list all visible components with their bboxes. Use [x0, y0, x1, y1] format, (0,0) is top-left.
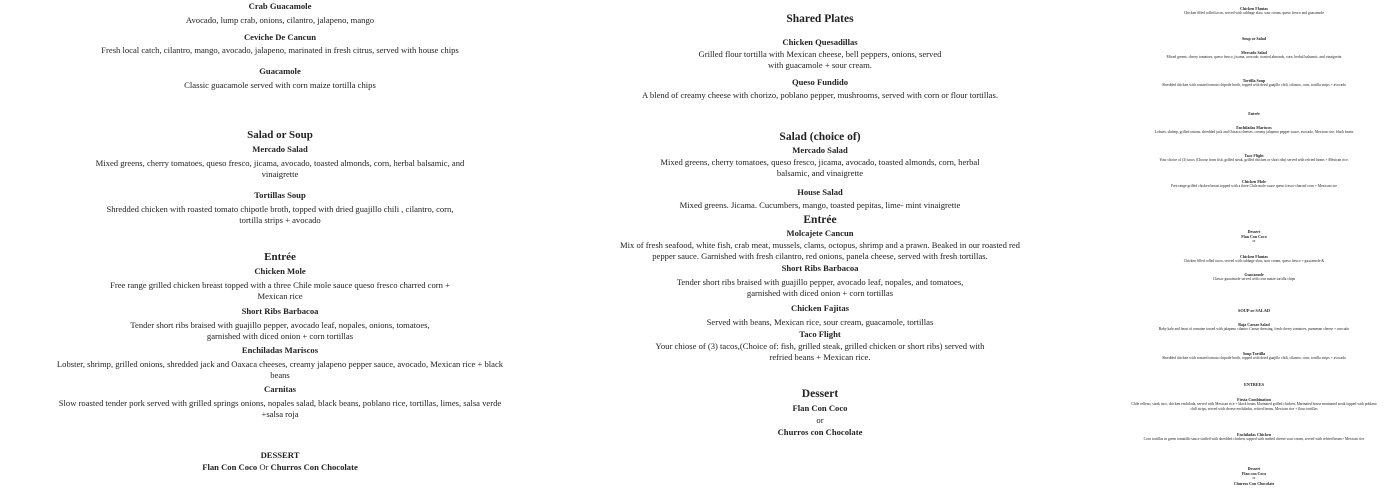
- item-name: Chicken Fajitas: [790, 303, 849, 313]
- dessert-item: Churros Con Chocolate: [270, 462, 358, 472]
- item-name: Guacamole: [259, 66, 301, 76]
- item-description: Baby kale and heart of romaine tossed with jalapeno cilantro Caesar dressing, fresh cherry tomatoes, parmesan cheese + avocado: [1158, 327, 1350, 331]
- item-description: Shredded chicken with roasted tomato chipotle broth, topped with dried guajillo chili , cilantro, corn, tortilla strips + avocado: [106, 204, 454, 225]
- dessert-item: Flan Con Coco: [202, 462, 258, 472]
- menu-item: [1143, 78, 1365, 88]
- item-description: Free range grilled chicken breast topped with a three Chile mole sauce queso fresco charred corn + Mexican rice: [1170, 184, 1338, 188]
- menu-item: [1128, 179, 1380, 189]
- menu-item: [1128, 272, 1380, 282]
- dessert-section: [615, 388, 1025, 438]
- menu-item: [1128, 125, 1380, 135]
- menu-item: [655, 145, 985, 179]
- item-description: Classic guacamole served with corn maize tortilla chips: [1212, 277, 1296, 281]
- item-description: Mix of fresh seafood, white fish, crab meat, mussels, clams, octopus, shrimp and a prawn. Beaked in our roasted red pepper sauce. Garnished with fresh cilantro, red onions, panela cheese, served with fresh tortillas.: [620, 240, 1020, 261]
- item-description: Lobster, shrimp, grilled onions, shredded jack and Oaxaca cheeses, creamy jalapeno pepper sauce, avocado, Mexican rice + black beans: [56, 359, 504, 380]
- section-heading: Dessert: [1247, 466, 1261, 471]
- dessert-section: [1128, 466, 1380, 486]
- dessert-item: Flan Con Coco: [792, 403, 848, 413]
- section-heading: SOUP or SALAD: [1238, 308, 1270, 313]
- item-name: Chicken Flautas: [1240, 254, 1268, 259]
- item-name: Tortilla Soup: [1242, 78, 1266, 83]
- item-name: Chicken Flautas: [1240, 6, 1268, 11]
- item-description: A blend of creamy cheese with chorizo, poblano pepper, mushrooms, served with corn or flour tortillas.: [642, 90, 998, 100]
- item-name: Molcajete Cancun: [786, 228, 854, 238]
- item-name: Guacamole: [1244, 272, 1264, 277]
- item-name: Mercado Salad: [792, 145, 848, 155]
- menu-item: [105, 266, 455, 302]
- menu-item: [615, 303, 1025, 328]
- item-name: Chicken Quesadillas: [782, 37, 858, 47]
- item-name: Short Ribs Barbacoa: [241, 306, 319, 316]
- section-heading: Dessert: [801, 388, 839, 400]
- dessert-or: or: [816, 415, 824, 425]
- item-name: Chicken Mole: [1242, 179, 1266, 184]
- item-name: Mercado Salad: [252, 144, 308, 154]
- menu-item: [1128, 322, 1380, 332]
- item-description: Your chiose of (3) tacos,(Choice of: fish, grilled steak, grilled chicken or short ribs) served with refried beans + Mexican rice.: [655, 341, 985, 362]
- dessert-item: Flan con Coco: [1241, 471, 1267, 476]
- item-name: Soup Tortilla: [1242, 351, 1266, 356]
- dessert-section: [45, 450, 515, 473]
- dessert-item: Churros Con Chocolate: [1233, 480, 1275, 486]
- section-heading: ENTREES: [1243, 382, 1265, 387]
- item-description: Mixed greens, cherry tomatoes, queso fresco, jicama, avocado, toasted almonds, corn, herbal balsamic, and vinaigrette: [95, 158, 465, 179]
- item-name: Chicken Mole: [254, 266, 306, 276]
- menu-item: [1128, 397, 1380, 412]
- item-name: Crab Guacamole: [248, 1, 312, 11]
- item-description: Fresh local catch, cilantro, mango, avocado, jalapeno, marinated in fresh citrus, served with house chips: [101, 45, 459, 55]
- menu-item: [1138, 50, 1370, 60]
- item-name: Carnitas: [264, 384, 296, 394]
- item-name: Short Ribs Barbacoa: [781, 263, 859, 273]
- menu-item: [45, 32, 515, 56]
- menu-item: [615, 187, 1025, 211]
- item-description: Classic guacamole served with corn maize tortilla chips: [184, 80, 376, 90]
- section-heading: Dessert: [1247, 229, 1261, 234]
- menu-item: [660, 263, 980, 299]
- dessert-or: Or: [259, 462, 269, 472]
- menu-item: [45, 66, 515, 91]
- menu-item: [1128, 254, 1380, 264]
- item-name: Taco Flight: [1244, 153, 1264, 158]
- section-heading: Soup or Salad: [1242, 36, 1266, 41]
- item-name: Taco Flight: [799, 329, 841, 339]
- menu-item: [695, 37, 945, 71]
- item-description: Chile relleno, steak taco, chicken enchilada, served with Mexican rice + black beans Marinated grilled chicken, Marinated house marinated steak topped with poblano chili strips, served with cheese enchiladas, refried beans, Mexican rice + flour tortillas: [1131, 402, 1377, 411]
- item-description: Corn tortillas in green tomatillo sauce stuffed with shredded chicken, topped with melted cheese sour cream, served with refried beans+ Mexican rice: [1143, 437, 1365, 441]
- item-name: Enchiladas Mariscos: [1236, 125, 1272, 130]
- menu-item: [50, 384, 510, 420]
- item-description: Shredded chicken with roasted tomato chipotle broth, topped with dried guajillo chili, cilantro, corn, tortilla strips + avocado: [1162, 83, 1346, 87]
- item-description: Tender short ribs braised with guajillo pepper, avocado leaf, nopales, and tomatoes, garnished with diced onion + corn tortillas: [676, 277, 964, 298]
- menu-item: [1128, 6, 1380, 16]
- item-description: Your choice of (3) tacos (Choose from fish, grilled steak, grilled chicken or short ribs) served with refried beans + Mexican rice.: [1159, 158, 1349, 162]
- dessert-or: or: [1252, 239, 1256, 243]
- item-description: Chicken filled rolled tacos, served with cabbage slaw, sour cream, queso fresco and guacamole: [1183, 11, 1325, 15]
- item-description: Chicken filled rolled tacos, served with cabbage slaw, sour cream, queso fresco + guacamole &: [1183, 259, 1325, 263]
- item-description: Avocado, lump crab, onions, cilantro, jalapeno, mango: [185, 15, 375, 25]
- menu-item: [45, 1, 515, 26]
- menu-item: [615, 77, 1025, 101]
- dessert-section: [1128, 229, 1380, 244]
- item-description: Free range grilled chicken breast topped with a three Chile mole sauce queso fresco charred corn + Mexican rice: [110, 280, 450, 301]
- item-description: Grilled flour tortilla with Mexican cheese, bell peppers, onions, served with guacamole + sour cream.: [698, 49, 942, 70]
- menu-item: [615, 228, 1025, 262]
- item-description: Mixed greens, cherry tomatoes, queso fresco, jicama, avocado, toasted almonds, corn, herbal balsamic, and vinaigrette: [1166, 55, 1342, 59]
- dessert-line: [45, 462, 515, 473]
- menu-item: [650, 329, 990, 363]
- section-heading: Entrée: [264, 251, 296, 263]
- item-description: Served with beans, Mexican rice, sour cream, guacamole, tortillas: [706, 317, 934, 327]
- item-name: Fiesta Combination: [1237, 397, 1271, 402]
- menu-item: [85, 144, 475, 180]
- menu-item: [1128, 432, 1380, 442]
- item-description: Slow roasted tender pork served with grilled springs onions, nopales salad, black beans, poblano rice, tortillas, limes, salsa verde +salsa roja: [58, 398, 502, 419]
- item-name: Mercado Salad: [1241, 50, 1267, 55]
- menu-item: [115, 306, 445, 342]
- menu-item: [50, 345, 510, 381]
- item-name: House Salad: [797, 187, 843, 197]
- dessert-or: or: [1252, 476, 1256, 480]
- item-name: Ceviche De Cancun: [243, 32, 317, 42]
- section-heading: DESSERT: [260, 450, 300, 460]
- menu-item: [1138, 351, 1370, 361]
- item-name: Queso Fundido: [791, 77, 849, 87]
- item-description: Mixed greens. Jicama. Cucumbers, mango, toasted pepitas, lime- mint vinaigrette: [679, 200, 961, 210]
- item-description: Shredded chicken with roasted tomato chipotle broth, topped with dried guajillo chili, cilantro, corn, tortilla strips + avocado: [1162, 356, 1346, 360]
- item-description: Mixed greens, cherry tomatoes, queso fresco, jicama, avocado, toasted almonds, corn, herbal balsamic, and vinaigrette: [660, 157, 980, 178]
- item-description: Tender short ribs braised with guajillo pepper, avocado leaf, nopales, onions, tomatoes, garnished with diced onion + corn tortillas: [130, 320, 430, 341]
- item-name: Tortillas Soup: [254, 190, 306, 200]
- section-heading: Salad or Soup: [247, 129, 313, 141]
- section-heading: Salad (choice of): [779, 131, 861, 143]
- menu-item: [1143, 153, 1365, 163]
- item-name: Enchiladas Chicken: [1236, 432, 1272, 437]
- menu-item: [100, 190, 460, 226]
- item-name: Baja Caesar Salad: [1238, 322, 1270, 327]
- dessert-item: Churros con Chocolate: [777, 427, 863, 437]
- item-description: Lobster, shrimp, grilled onions, shredded jack and Oaxaca cheeses, creamy jalapeno pepper sauce, avocado, Mexican rice, black beans: [1154, 130, 1354, 134]
- section-heading: Entrée: [1248, 111, 1260, 116]
- section-heading: Entrée: [803, 214, 837, 226]
- section-heading: Shared Plates: [786, 13, 854, 25]
- item-name: Enchiladas Mariscos: [241, 345, 319, 355]
- dessert-item: Flan Con Coco: [1241, 234, 1267, 239]
